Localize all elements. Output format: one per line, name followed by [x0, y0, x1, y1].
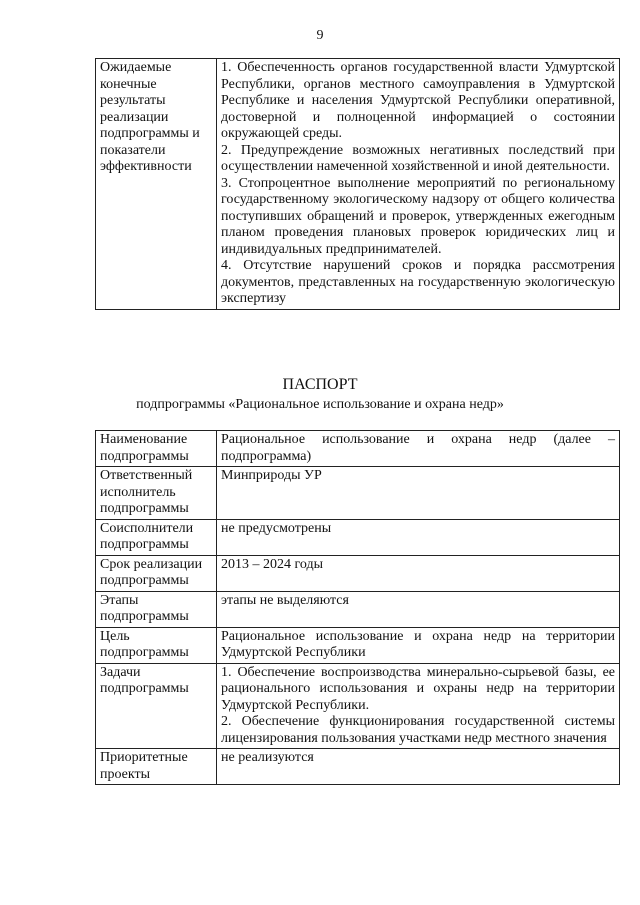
table-row — [96, 749, 620, 785]
row-value-text: Минприроды УР — [221, 468, 322, 483]
result-item: 1. Обеспеченность органов государственной власти Удмуртской Республики, органов местного самоуправления в Удмуртской Республике и населения Удмуртской Республики оперативной, достоверной и полноценной информацией о состоянии окружающей среды. — [221, 60, 615, 141]
passport-table — [95, 430, 620, 785]
row-label-expected-results: Ожидаемые конечные результаты реализации подпрограммы и показатели эффективности — [96, 59, 217, 310]
row-label-goal: Цель подпрограммы — [96, 627, 217, 663]
table-row — [96, 519, 620, 555]
row-label-stages: Этапы подпрограммы — [96, 591, 217, 627]
row-value-goal — [217, 627, 620, 663]
table-row — [96, 591, 620, 627]
row-value-text: 2013 – 2024 годы — [221, 556, 324, 572]
result-item: 3. Стопроцентное выполнение мероприятий по региональному государственному экологическому надзору от общего количества поступивших обращений и проверок, утвержденных ежегодным планом проведения плановых проверок юридических лиц и индивидуальных предпринимателей. — [221, 175, 615, 257]
table-row — [96, 59, 620, 310]
row-label-term: Срок реализации подпрограммы — [96, 555, 217, 591]
passport-heading — [0, 376, 640, 414]
row-label-tasks: Задачи подпрограммы — [96, 663, 217, 749]
row-value-expected-results — [217, 59, 620, 310]
row-value-text: Рациональное использование и охрана недр (далее – подпрограмма) — [221, 432, 615, 464]
row-label-coexecutors: Соисполнители подпрограммы — [96, 519, 217, 555]
row-value-priority-projects — [217, 749, 620, 785]
row-value-text: 2. Обеспечение функционирования государственной системы лицензирования пользования участками недр местного значения — [221, 714, 615, 746]
result-item: 4. Отсутствие нарушений сроков и порядка рассмотрения документов, представленных на государственную экологическую экспертизу — [221, 258, 615, 306]
table-row — [96, 431, 620, 467]
table-row — [96, 467, 620, 520]
row-value-text: 1. Обеспечение воспроизводства минерально-сырьевой базы, ее рационального использования и охраны недр на территории Удмуртской Республики. — [221, 664, 615, 713]
row-label-priority-projects: Приоритетные проекты — [96, 749, 217, 785]
page-number: 9 — [316, 28, 324, 43]
row-value-stages — [217, 591, 620, 627]
table-row — [96, 627, 620, 663]
row-value-coexecutors — [217, 519, 620, 555]
row-label-name: Наименование подпрограммы — [96, 431, 217, 467]
result-item: 2. Предупреждение возможных негативных последствий при осуществлении намеченной хозяйственной и иной деятельности. — [221, 142, 615, 174]
continuation-table — [95, 58, 620, 310]
passport-subtitle: подпрограммы «Рациональное использование и охрана недр» — [136, 397, 504, 412]
table-row — [96, 555, 620, 591]
row-value-executor — [217, 467, 620, 520]
row-value-text: Рациональное использование и охрана недр на территории Удмуртской Республики — [221, 628, 615, 660]
row-value-term — [217, 555, 620, 591]
row-value-text: не предусмотрены — [221, 520, 332, 536]
row-label-executor: Ответственный исполнитель подпрограммы — [96, 467, 217, 520]
passport-title: ПАСПОРТ — [282, 376, 358, 393]
row-value-text: не реализуются — [221, 750, 314, 765]
row-value-name — [217, 431, 620, 467]
row-value-text: этапы не выделяются — [221, 592, 349, 608]
row-value-tasks — [217, 663, 620, 749]
table-row — [96, 663, 620, 749]
